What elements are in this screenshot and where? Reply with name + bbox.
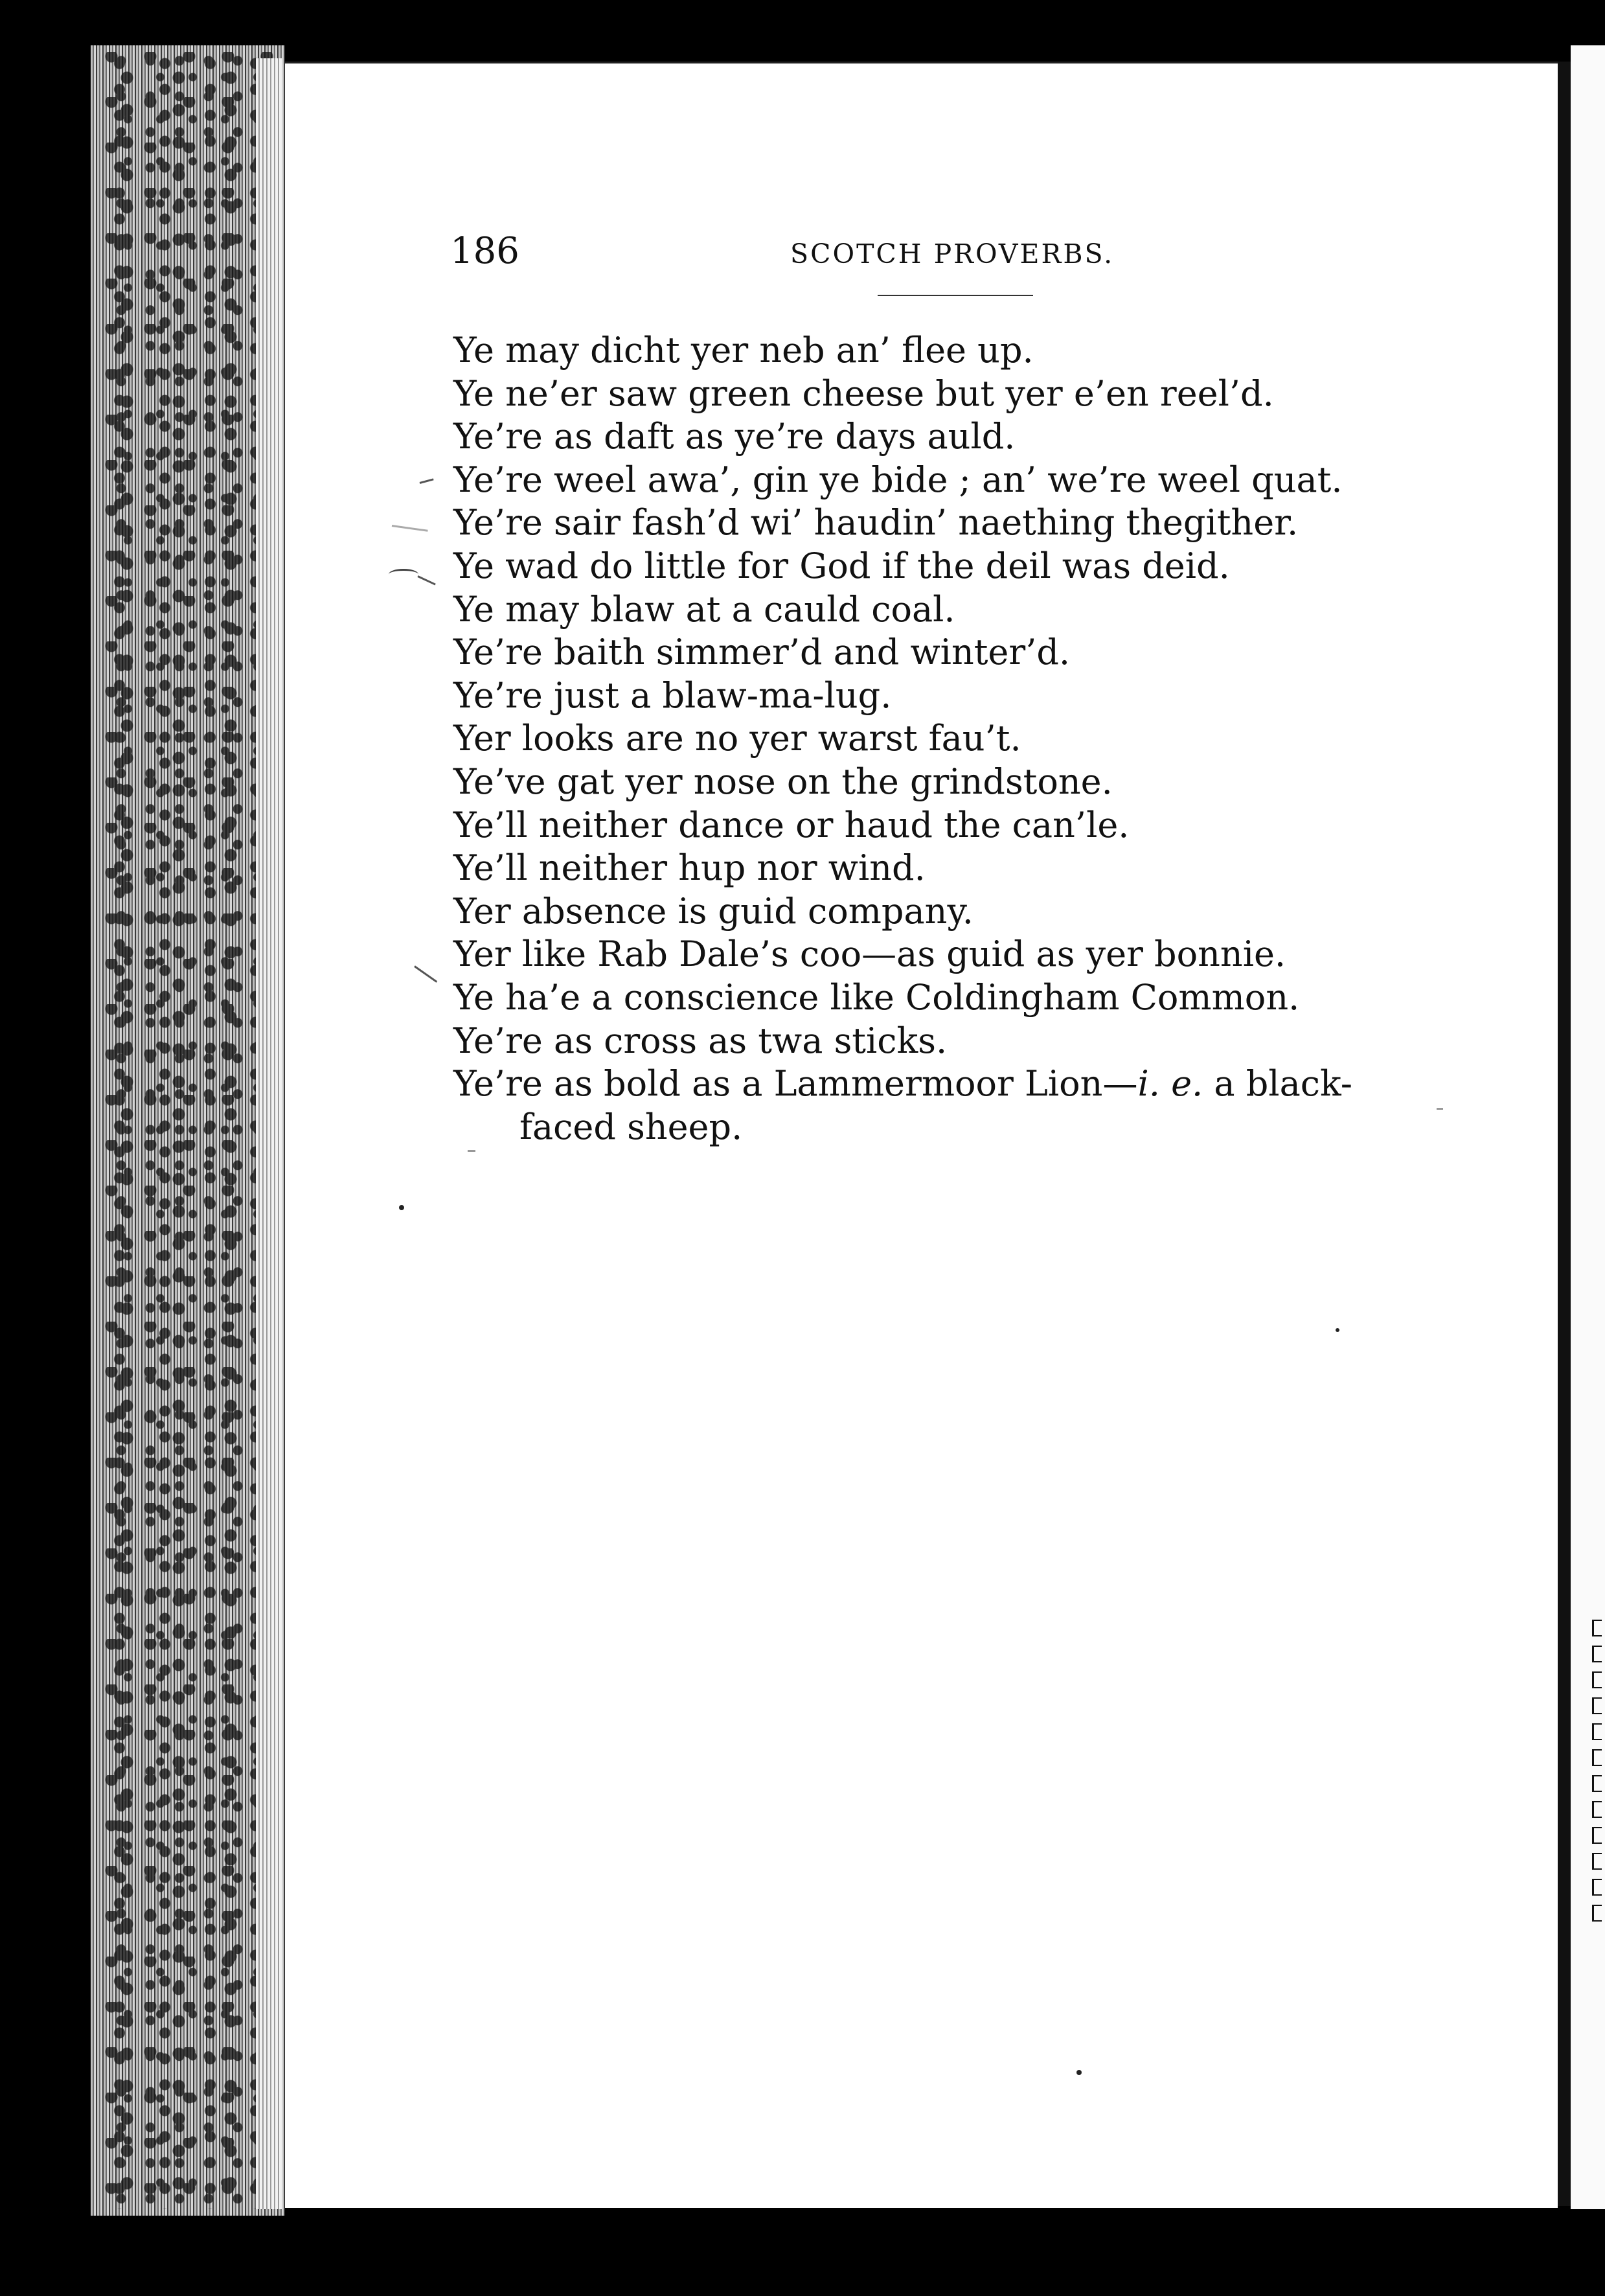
proverb-line-last (453, 1062, 1503, 1106)
opposite-page-letter (1592, 1879, 1602, 1896)
opposite-page-letter (1592, 1723, 1602, 1740)
proverb-continuation: faced sheep. (519, 1106, 743, 1147)
opposite-page-letter (1592, 1620, 1602, 1636)
abbreviation-italic: i. (1137, 1063, 1160, 1105)
opposite-page-letter (1592, 1749, 1602, 1766)
proverb-line: Ye’re as cross as twa sticks. (453, 1020, 948, 1061)
opposite-page-letter (1592, 1775, 1602, 1792)
proverb-list (453, 329, 1503, 1149)
opposite-page-letter (1592, 1671, 1602, 1688)
proverb-line: Ye may blaw at a cauld coal. (453, 588, 955, 630)
abbreviation-italic: e. (1171, 1063, 1203, 1105)
running-head: SCOTCH PROVERBS. (790, 238, 1115, 270)
pencil-mark (389, 569, 418, 580)
ink-speck (1076, 2070, 1082, 2075)
proverb-line: Ye wad do little for God if the deil was deid. (453, 545, 1230, 586)
opposite-page-letter (1592, 1905, 1602, 1922)
proverb-line: Ye’re weel awa’, gin ye bide ; an’ we’re weel quat. (453, 459, 1343, 500)
proverb-line: Ye’ll neither hup nor wind. (453, 847, 926, 889)
opposite-page-letter (1592, 1853, 1602, 1870)
proverb-text: Ye’re as bold as a Lammermoor Lion— (453, 1063, 1138, 1105)
page-edge-highlight (256, 58, 282, 2209)
opposite-page-letter (1592, 1646, 1602, 1662)
ink-speck (399, 1205, 404, 1210)
proverb-line: Ye’ll neither dance or haud the can’le. (453, 804, 1130, 845)
opposite-page-letter (1592, 1827, 1602, 1844)
gutter-shadow (1558, 62, 1571, 2206)
proverb-line: Ye may dicht yer neb an’ flee up. (453, 330, 1034, 371)
proverb-line: Ye’re sair fash’d wi’ haudin’ naething thegither. (453, 502, 1299, 544)
proverb-line: Ye ha’e a conscience like Coldingham Common. (453, 976, 1300, 1018)
proverb-line: Yer absence is guid company. (453, 890, 973, 932)
proverb-text: a black- (1203, 1063, 1353, 1105)
page-number: 186 (450, 230, 519, 272)
pencil-mark (1437, 1108, 1443, 1110)
head-rule (878, 295, 1033, 296)
proverb-line: Ye’re just a blaw-ma-lug. (453, 674, 892, 716)
opposite-page-letter (1592, 1801, 1602, 1818)
proverb-line: Ye’re baith simmer’d and winter’d. (453, 632, 1071, 673)
proverb-line: Yer looks are no yer warst fau’t. (453, 718, 1021, 759)
proverb-line: Yer like Rab Dale’s coo—as guid as yer bonnie. (453, 934, 1286, 975)
proverb-line: Ye’re as daft as ye’re days auld. (453, 416, 1016, 457)
page-edge-foxing (104, 52, 279, 2209)
pencil-mark (468, 1150, 475, 1152)
opposite-page-letter (1592, 1697, 1602, 1714)
ink-speck (1336, 1328, 1339, 1332)
proverb-line: Ye’ve gat yer nose on the grindstone. (453, 761, 1113, 802)
proverb-line: Ye ne’er saw green cheese but yer e’en reel’d. (453, 373, 1274, 414)
